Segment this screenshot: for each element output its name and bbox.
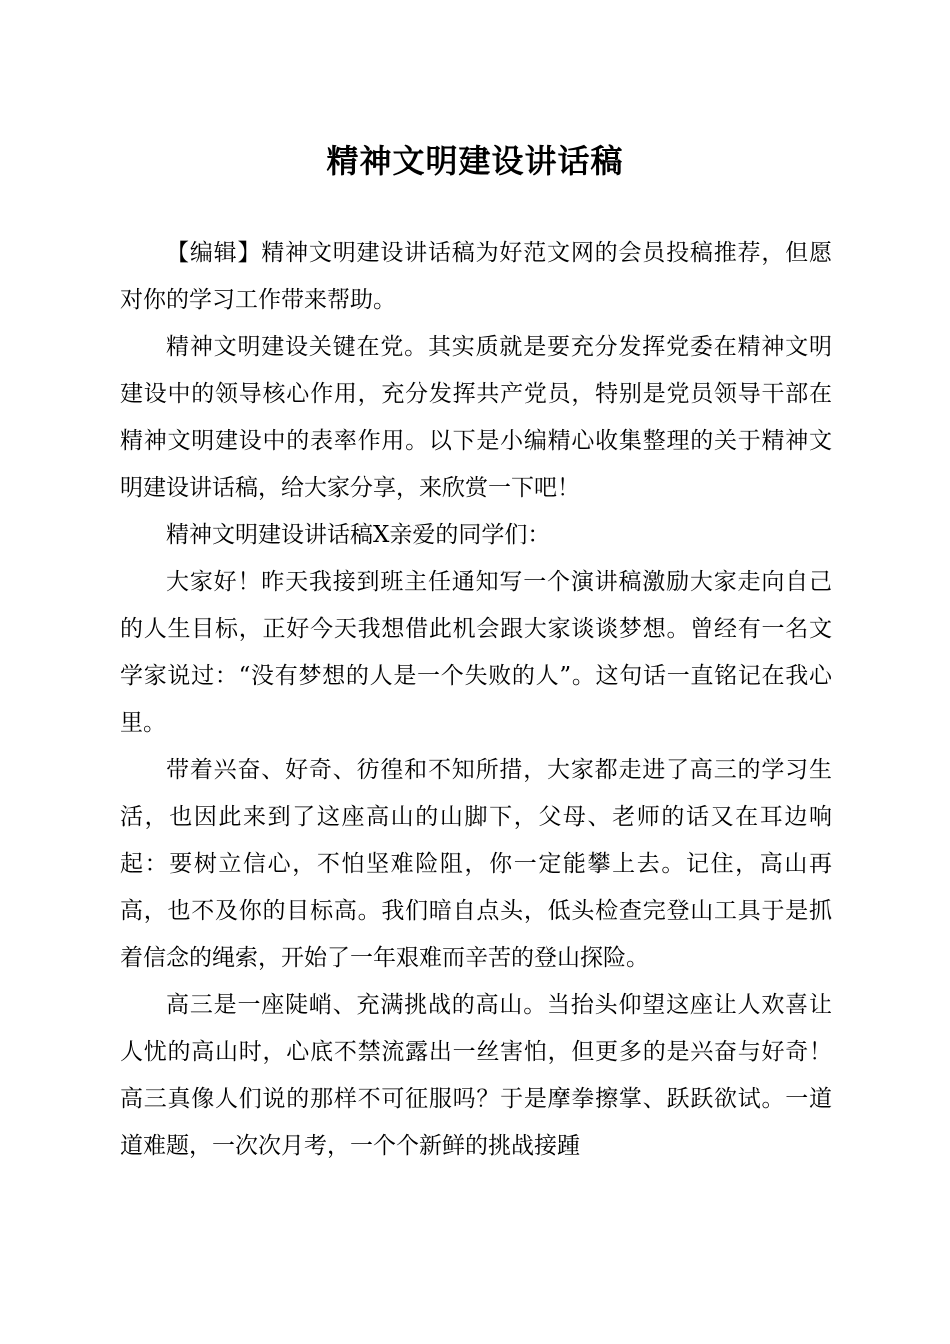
paragraph-editor-note: 【编辑】精神文明建设讲话稿为好范文网的会员投稿推荐，但愿对你的学习工作带来帮助。 bbox=[120, 240, 832, 313]
paragraph-senior-year-start: 带着兴奋、好奇、彷徨和不知所措，大家都走进了高三的学习生活，也因此来到了这座高山的山脚下，父母、老师的话又在耳边响起：要树立信心，不怕坚难险阻，你一定能攀上去。记住，高山再高，也不及你的目标高。我们暗自点头，低头检查完登山工具于是抓着信念的绳索，开始了一年艰难而辛苦的登山探险。 bbox=[120, 757, 832, 971]
document-body bbox=[120, 230, 832, 1170]
paragraph-intro: 精神文明建设关键在党。其实质就是要充分发挥党委在精神文明建设中的领导核心作用，充分发挥共产党员，特别是党员领导干部在精神文明建设中的表率作用。以下是小编精心收集整理的关于精神文明建设讲话稿，给大家分享，来欣赏一下吧！ bbox=[120, 334, 832, 501]
paragraph-senior-year-mountain: 高三是一座陡峭、充满挑战的高山。当抬头仰望这座让人欢喜让人忧的高山时，心底不禁流露出一丝害怕，但更多的是兴奋与好奇！高三真像人们说的那样不可征服吗？于是摩拳擦掌、跃跃欲试。一道道难题，一次次月考，一个个新鲜的挑战接踵 bbox=[120, 992, 832, 1159]
document-title: 精神文明建设讲话稿 bbox=[326, 142, 624, 180]
paragraph-greeting: 大家好！昨天我接到班主任通知写一个演讲稿激励大家走向自己的人生目标，正好今天我想借此机会跟大家谈谈梦想。曾经有一名文学家说过：“没有梦想的人是一个失败的人”。这句话一直铭记在我心里。 bbox=[120, 569, 832, 736]
paragraph-salutation: 精神文明建设讲话稿X亲爱的同学们： bbox=[166, 522, 551, 548]
